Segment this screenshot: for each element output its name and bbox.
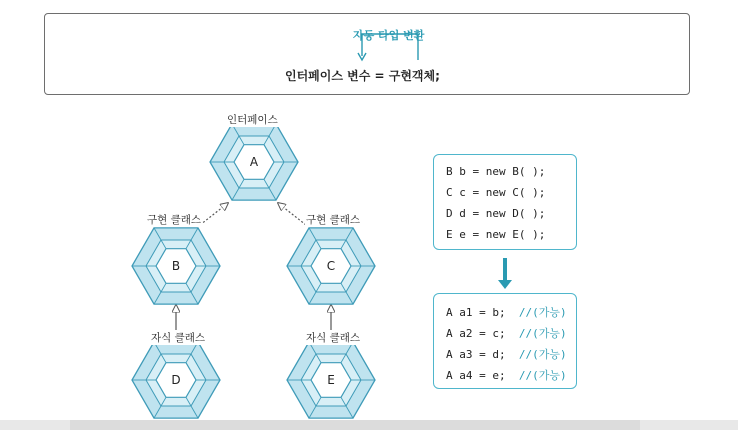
- assignment-comment: //(가능): [518, 306, 567, 319]
- assignment-code: A a4 = e;: [446, 369, 506, 382]
- assignments-code-box: [433, 293, 577, 389]
- interface-label: 인터페이스: [227, 114, 278, 126]
- assignment-code: A a2 = c;: [446, 327, 506, 340]
- impl-class-label-right: 구현 클래스: [306, 214, 361, 226]
- node-b-label: B: [171, 259, 181, 273]
- bottom-scroll-thumb[interactable]: [70, 420, 640, 430]
- assignment-line: [446, 346, 567, 362]
- result-arrow-head: [498, 280, 512, 289]
- declaration-line: C c = new C( );: [446, 186, 546, 199]
- impl-arrow-c-to-a: [278, 203, 306, 225]
- assignment-comment: //(가능): [518, 369, 567, 382]
- assignment-line: [446, 325, 567, 341]
- node-a-label: A: [249, 155, 259, 169]
- node-d-label: D: [171, 373, 181, 387]
- node-e-label: E: [327, 373, 335, 387]
- cast-bracket-line: [362, 34, 418, 60]
- node-c-label: C: [326, 259, 336, 273]
- impl-arrow-b-to-a: [200, 203, 228, 225]
- assignment-comment: //(가능): [518, 327, 567, 340]
- declaration-line: B b = new B( );: [446, 165, 546, 178]
- declaration-line: E e = new E( );: [446, 228, 546, 241]
- child-class-label-left: 자식 클래스: [151, 332, 206, 344]
- assignment-comment: //(가능): [518, 348, 567, 361]
- assignment-code: A a1 = b;: [446, 306, 506, 319]
- assignment-code: A a3 = d;: [446, 348, 506, 361]
- interface-assignment-code: 인터페이스 변수 = 구현객체;: [285, 69, 440, 83]
- assignment-line: [446, 304, 567, 320]
- assignment-line: [446, 367, 567, 383]
- declaration-line: D d = new D( );: [446, 207, 546, 220]
- declarations-code-box: [433, 154, 577, 250]
- child-class-label-right: 자식 클래스: [306, 332, 361, 344]
- impl-class-label-left: 구현 클래스: [147, 214, 202, 226]
- bottom-scroll-area: [0, 420, 738, 430]
- auto-type-conversion-label: 자동 타입 변환: [353, 29, 425, 42]
